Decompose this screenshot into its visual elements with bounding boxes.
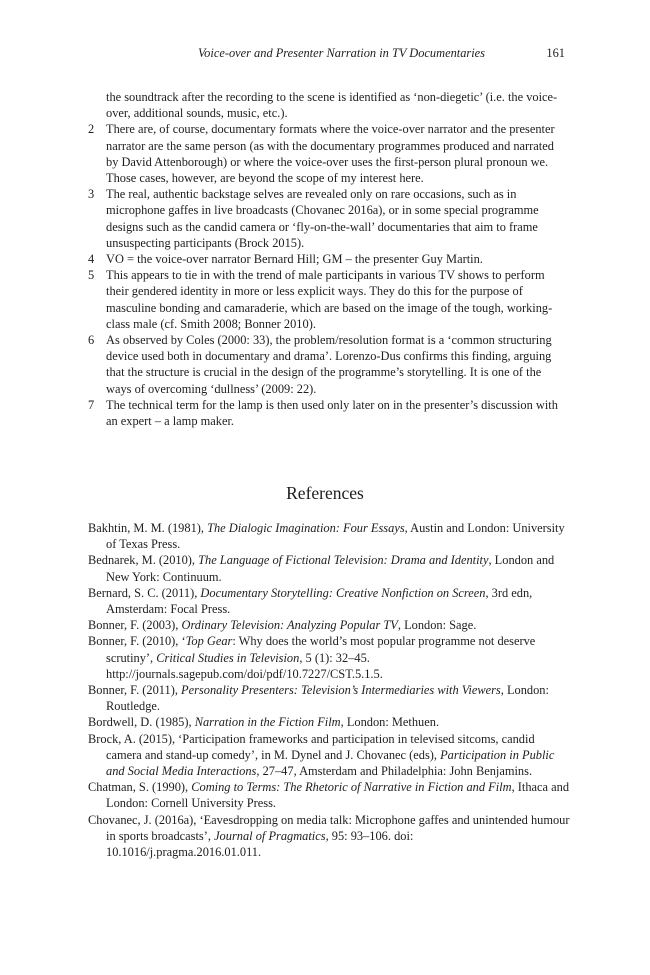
reference-title: Participation in Public and Social Media Interactions <box>106 747 555 779</box>
reference-text: : Why does the world’s most popular programme not deserve scrutiny’, <box>106 634 536 665</box>
reference-text: Brock, A. (2015), ‘Participation frameworks and participation in televised sitcoms, candid camera and stand-up comedy’, in M. Dynel and J. Chovanec (eds), <box>88 731 535 762</box>
endnote-number: 5 <box>88 268 95 283</box>
reference-text: Bednarek, M. (2010), <box>88 553 199 568</box>
endnote-text: This appears to tie in with the trend of male participants in various TV shows to perform their gendered identity in more or less explicit ways. They do this for the purpose of masculine bonding and camaraderie, which are based on the image of the tough, working-class male (cf. Smith 2008; Bonner 2010). <box>106 268 553 331</box>
endnote <box>88 251 568 267</box>
endnote-number: 4 <box>88 252 95 267</box>
reference-text: , London: Sage. <box>397 618 477 633</box>
endnote <box>88 397 568 429</box>
reference-text: Chatman, S. (1990), <box>88 780 192 795</box>
reference-title: The Dialogic Imagination: Four Essays <box>207 521 405 535</box>
reference-title: The Language of Fictional Television: Drama and Identity <box>198 553 489 568</box>
reference-title: Top Gear <box>185 634 233 649</box>
reference-text: Bakhtin, M. M. (1981), <box>88 521 208 535</box>
reference-title: Ordinary Television: Analyzing Popular TV <box>181 618 398 633</box>
reference-text: , London and New York: Continuum. <box>106 553 555 584</box>
endnote-number: 3 <box>88 187 95 202</box>
reference-text: , 3rd edn, Amsterdam: Focal Press. <box>106 585 533 617</box>
reference-entry <box>88 633 570 682</box>
endnote <box>88 121 568 186</box>
reference-title: Personality Presenters: Television’s Intermediaries with Viewers <box>181 683 501 698</box>
endnote-text: VO = the voice-over narrator Bernard Hill; GM – the presenter Guy Martin. <box>106 252 483 267</box>
endnote <box>88 332 568 397</box>
references-list <box>88 520 570 860</box>
reference-journal: Critical Studies in Television <box>156 650 300 665</box>
reference-entry <box>88 617 570 633</box>
reference-entry <box>88 812 570 861</box>
reference-text: , 95: 93–106. doi: 10.1016/j.pragma.2016.01.011. <box>106 828 414 860</box>
running-title: Voice-over and Presenter Narration in TV Documentaries <box>197 46 485 60</box>
reference-title: Documentary Storytelling: Creative Nonfiction on Screen <box>200 585 486 600</box>
reference-text: Bonner, F. (2003), <box>88 618 182 633</box>
reference-entry <box>88 731 570 780</box>
endnote <box>88 89 568 121</box>
endnote <box>88 267 568 332</box>
endnote-text: The real, authentic backstage selves are revealed only on rare occasions, such as in microphone gaffes in live broadcasts (Chovanec 2016a), or in some special programme designs such as the candid camera or ‘fly-on-the-wall’ documentaries that aim to frame unsuspecting participants (Brock 2015). <box>106 187 539 250</box>
endnote <box>88 186 568 251</box>
reference-text: Bordwell, D. (1985), <box>88 715 195 730</box>
reference-title: Narration in the Fiction Film <box>194 715 341 730</box>
endnotes-list <box>88 89 568 429</box>
reference-text: , 5 (1): 32–45. http://journals.sagepub.com/doi/pdf/10.7227/CST.5.1.5. <box>106 650 383 681</box>
reference-entry <box>88 520 570 552</box>
page-number: 161 <box>546 46 565 60</box>
reference-text: , Austin and London: University of Texas Press. <box>106 521 565 552</box>
reference-entry <box>88 552 570 584</box>
reference-entry <box>88 714 570 730</box>
running-header <box>0 45 650 63</box>
endnote-number: 2 <box>88 122 95 137</box>
reference-text: Chovanec, J. (2016a), ‘Eavesdropping on media talk: Microphone gaffes and unintended humour in sports broadcasts’, <box>88 812 570 843</box>
reference-entry <box>88 682 570 714</box>
endnote-text: The technical term for the lamp is then used only later on in the presenter’s discussion with an expert – a lamp maker. <box>106 397 558 429</box>
endnote-text: As observed by Coles (2000: 33), the problem/resolution format is a ‘common structuring device used both in documentary and drama’. Lorenzo-Dus confirms this finding, arguing that the structure is crucial in the design of the programme’s storytelling. It is one of the ways of overcoming ‘dullness’ (2009: 22). <box>106 333 552 396</box>
reference-title: Journal of Pragmatics <box>214 828 326 843</box>
endnote-number: 7 <box>88 397 95 412</box>
reference-entry <box>88 779 570 811</box>
reference-text: Bonner, F. (2010), ‘ <box>88 634 186 649</box>
endnote-text: the soundtrack after the recording to the scene is identified as ‘non-diegetic’ (i.e. the voice-over, additional sounds, music, etc.). <box>106 90 558 121</box>
reference-text: , London: Routledge. <box>106 683 549 714</box>
reference-title: Coming to Terms: The Rhetoric of Narrative in Fiction and Film <box>191 780 512 795</box>
reference-text: Bernard, S. C. (2011), <box>88 585 201 600</box>
reference-text: , London: Methuen. <box>340 715 440 730</box>
reference-text: , 27–47, Amsterdam and Philadelphia: John Benjamins. <box>256 764 533 779</box>
reference-text: , Ithaca and London: Cornell University Press. <box>106 780 570 811</box>
references-heading: References <box>286 483 364 503</box>
endnote-text: There are, of course, documentary formats where the voice-over narrator and the presenter narrator are the same person (as with the documentary programmes produced and narrated by David Attenborough) or where the voice-over uses the first-person plural pronoun we. Those cases, however, are beyond the scope of my interest here. <box>106 122 555 186</box>
reference-entry <box>88 585 570 617</box>
reference-text: Bonner, F. (2011), <box>88 683 182 698</box>
endnote-number: 6 <box>88 333 95 348</box>
